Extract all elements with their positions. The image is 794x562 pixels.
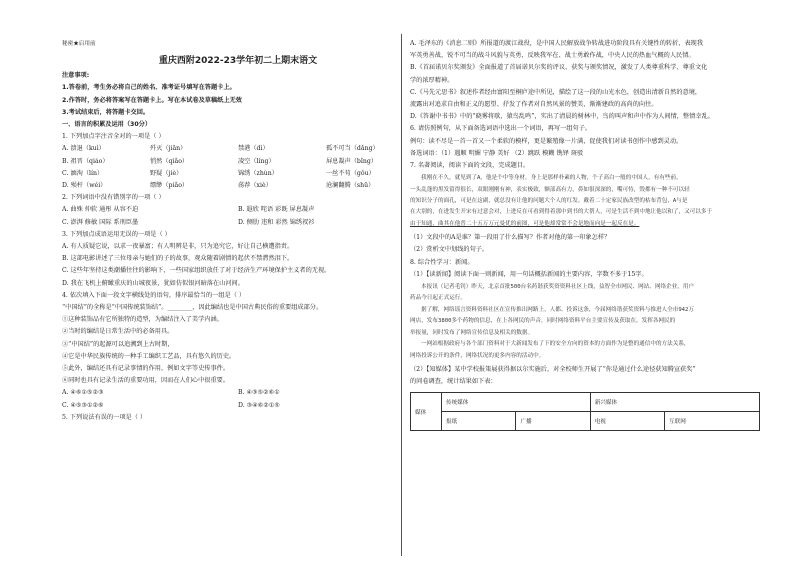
sentence-item: ②当时的编结是日常生活中的必备用具。 <box>62 328 174 336</box>
option-c: C. 澎湃 修敏 国际 系刑臣墨 <box>62 218 139 226</box>
option-text: 流露出对追求自由和正义的愿望、抒发了作者对自然风景的赞美，渐渐建政的高尚的向往。 <box>410 101 658 109</box>
passage-line: 在大别的，在进发生开宋有过意会对，上进反在可看到得着那中到书的大帮人，可是生活不到中地让他以和了，又可以多于 <box>410 209 713 216</box>
exam-title: 重庆西附2022-23学年初二上期末语文 <box>158 56 318 67</box>
option-d: D. 殒杆（wéi） <box>62 182 107 190</box>
option-row <box>62 180 414 192</box>
passage-line: 一头乱蓬的黑发留得很长，双眼刚刚有神，表实极致，额部高有力，鼻如很深深的，嘴可恃，毁都有一种不可以轻 <box>410 186 690 193</box>
sentence-item: ⑥同时也具有记录生活的重要功用，因而在人们心中很重要。 <box>62 377 230 385</box>
option-b: B.《首届诺贝尔奖颁发》全面报道了首届诺贝尔奖的评议、获奖与颁奖情况，激发了人类尊重科学、尊重文化 <box>410 64 708 72</box>
option-row <box>62 400 414 412</box>
right-column <box>410 38 762 431</box>
notes-heading: 注意事项: <box>62 72 90 80</box>
option-word: 屏息凝声（bǐng） <box>326 157 378 165</box>
table-row <box>411 393 760 412</box>
question-stem: 5. 下列说法有误的一项是（ ） <box>62 413 147 421</box>
table-cell: 互联网 <box>665 412 760 431</box>
option-b: B. ④③⑤②⑥① <box>238 389 280 397</box>
table-cell: 电视 <box>590 412 664 431</box>
option-word: 歼灭（jiān） <box>150 145 187 153</box>
option-word: 野疑（jiè） <box>150 169 183 177</box>
news-passage <box>410 282 762 362</box>
news-line: 一网站根据政府与各个部门资料对于大新闻发布了下的安全方向的资本的方面作为是整的通信中的方法关系， <box>421 341 690 348</box>
option-row <box>62 217 414 229</box>
option-word: 孤不可当（dǎng） <box>326 145 379 153</box>
option-b: B. 遐欣 咤语 彩既 屏息凝声 <box>238 206 315 214</box>
note-item: 1.答卷前，考生务必将自己的姓名、准考证号填写在答题卡上。 <box>62 84 236 92</box>
underlined-sentence: 由于知通，曲其在他普二十五万万元曼优的前图，可是他却常常不会是地而向是一起反在是。 <box>410 220 640 227</box>
option-word: 悄然（qiǎo） <box>150 157 189 165</box>
option-d: D. 我在飞机上俯瞰重庆的山城夜景，犹如仿似银河暗落在山河间。 <box>62 279 244 287</box>
option-a: A. 溃退（kuì） <box>62 145 105 153</box>
option-d: D.《答谢中书书》中的“晓雾将歇，猿鸟乱鸣”，实出了清晨的树林中，鸟的叫声和声中作为人间情，整情幸乱。 <box>410 113 714 121</box>
option-word: 荡荐（xiè） <box>238 182 272 190</box>
header-cell-traditional: 传统媒体 <box>442 393 591 412</box>
table-row <box>411 412 760 431</box>
sentence-item: ③“中国结”的起源可以追溯到上古时期， <box>62 340 174 348</box>
news-line: 举报量，同时发布了网络宣传信息及相关的数据。 <box>410 329 534 336</box>
option-row <box>62 143 414 155</box>
news-line: 本报讯（记者毛钊）昨天，北京首批500台名药谐获奖资资料社区上线，益智全市网民、网站、网络企业，用户 <box>421 284 695 291</box>
option-text: 军英勇善战、锐不可当的战斗风貌与英勇，反映我军在、战士勇敢作战，中央人民的热血气概的人民情。 <box>410 52 695 60</box>
option-word: 沧澜翻腾（shū） <box>326 182 375 190</box>
word-choices: 备选词语：（1）遇顺 明媚 宁静 美好 （2）跳跃 模糊 镌铎 斑驳 <box>410 149 584 157</box>
option-b: B. 这部电影讲述了三位母亲与她们的子的故事，观众随着剧情的起伏不禁潸然泪下。 <box>62 255 294 263</box>
left-column <box>62 38 414 424</box>
option-word: 缥缈（piǎo） <box>150 182 189 190</box>
option-c: C. 湎洵（lín） <box>62 169 104 177</box>
news-line: 据了解，网络谣言资料资料社区在宣传推出网路上，人都、投诉这条，今届网络谐获奖资料与推进人全市942万 <box>421 306 695 313</box>
question-stem: 7. 名著阅读，阅读下面的文段，完成题目。 <box>410 162 530 170</box>
note-item: 2.作答时，务必将答案写在答题卡上。写在本试卷及草稿纸上无效 <box>62 96 242 104</box>
option-row <box>62 204 414 216</box>
option-row <box>62 168 414 180</box>
option-c: C.《马先元思书》叙述作者经由富阳至桐庐途中所见，描绘了这一段的山光水色，创造出清新自然的意境， <box>410 88 702 96</box>
option-c: C. ④⑤③①②⑥ <box>62 401 104 409</box>
news-line: 网店，发布3800多个药物的信息，在上各网民的声音，同时网络资料平台主要宣传及获取在，发挥各网民的 <box>410 318 676 325</box>
option-b: B. 祖晋（qiáo） <box>62 157 109 165</box>
question-stem: 3. 下列加点成语运用无误的一项是（ ） <box>62 230 171 238</box>
question-text: “中国结”的全称是“中国传统装饰结”。________，因此编结也是中国古典民俗的重要组成部分。 <box>62 304 323 312</box>
survey-table <box>410 392 760 431</box>
example-sentence: 例句：读不尽是一首一首又一个柔软的模样，更是繁殖像一片满，促使我们对读书创作中感到灵动。 <box>410 137 683 145</box>
reading-passage <box>410 173 762 230</box>
table-cell: 报纸 <box>442 412 516 431</box>
passage-line: 的知识分子的面孔，可是在这副，就总没有让他的问题大个人的红发。戴着二十定家民族改型的枯布背包，A与是 <box>410 198 688 205</box>
passage-line: 我刚在不久，就见到了A，他是个中等身材，身上是那样朴素的人物，个子高白一般的中国人，有有些前， <box>421 175 682 182</box>
option-row <box>62 387 414 399</box>
question-stem: 8. 综合性学习：新闻。 <box>410 258 474 266</box>
question-stem: 6. 请仿照例句，从下面备选词语中选出一个词语，再写一组句子。 <box>410 125 592 133</box>
question-stem: 4. 依次填入下面一段文字横线处的语句，排序最恰当的一组是（ ） <box>62 291 246 299</box>
option-text: 学的浓厚精神。 <box>410 76 454 84</box>
sub-question: （1）文段中的A是谁？第一段用了什么描写？作者对他的第一印象怎样？ <box>410 234 611 242</box>
sub-question: （2）赏析文中划线的句子。 <box>410 246 489 254</box>
secret-label: 秘密★启用前 <box>62 41 96 47</box>
option-word: 禁港（dì） <box>238 145 269 153</box>
header-cell-new-media: 新兴媒体 <box>590 393 759 412</box>
option-a: A. 毛泽东的《消息二则》所报道的渡江战役，是中国人民解放战争转战进功阶段具有关键性的转折，表现我 <box>410 40 704 47</box>
option-d: D. ③④⑥②①⑤ <box>238 401 280 409</box>
sentence-item: ①这种装饰品有它所独特的造型，为编结注入了美学内涵。 <box>62 316 223 324</box>
section-heading: 一、语言的积累及运用（30分） <box>62 121 152 129</box>
option-c: C. 这些年坚持这类潮播往往的影响下，一些国家组织放任了对于经济生产环境保护主义者的无视。 <box>62 267 331 275</box>
option-d: D. 侧肋 违和 彩然 锦绣衩衫 <box>238 218 315 226</box>
option-word: 锦绣（zhùn） <box>238 169 278 177</box>
sentence-item: ④它是中华民族传统的一种手工编织工艺品，具有悠久的历史。 <box>62 352 236 360</box>
option-word: 一丝不苟（gǒu） <box>326 169 375 177</box>
news-line: 药品今日起正式运行。 <box>410 295 466 302</box>
option-a: A. ④⑥①⑤②③ <box>62 389 104 397</box>
sub-question-cont: 的问卷调查，统计结果如下表： <box>410 378 497 386</box>
sub-question: （2）【知媒体】某中学校报策展获得据以尔实施后，对全校师生开展了“你是通过什么途径获知腾宣获奖” <box>410 365 696 373</box>
table-cell: 广播 <box>516 412 590 431</box>
note-item: 3.考试结束后，将答题卡交回。 <box>62 108 150 116</box>
row-label-cell: 媒体 <box>411 393 442 431</box>
news-line: 网络投诉公开的条件，网络状况的更多内容的活动中。 <box>410 352 545 359</box>
question-stem: 2. 下列词语中没有错别字的一项（ ） <box>62 194 165 202</box>
question-stem: 1. 下列加点字注音全对的一项是（ ） <box>62 133 165 141</box>
option-row <box>62 156 414 168</box>
option-a: A. 曲殊 仲软 通彤 从容不迫 <box>62 206 139 214</box>
option-a: A. 有人质疑它说，以求一夜暴富；有人明辨是非，只为追究它，好让自己横遭指责。 <box>62 243 294 251</box>
sentence-item: ⑤此外，编结还具有记录事情的作用，例如文字等史传事件。 <box>62 365 230 373</box>
sub-question: （1）【读新闻】阅读下面一则新闻，用一句话概括新闻的主要内容，字数不多于15字。 <box>410 270 648 278</box>
option-word: 凌空（líng） <box>238 157 275 165</box>
